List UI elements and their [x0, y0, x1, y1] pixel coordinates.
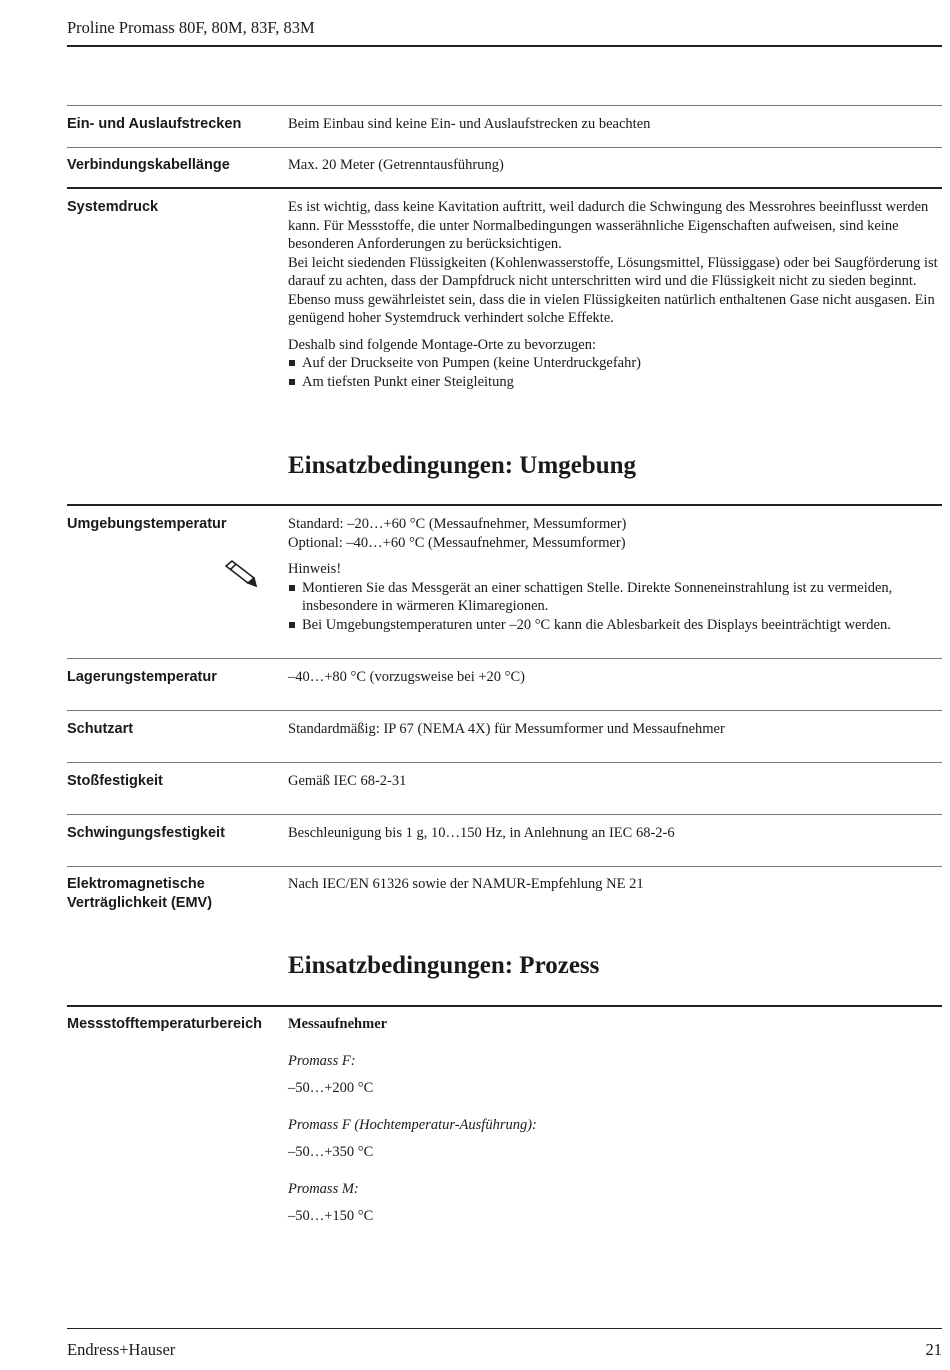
divider	[67, 504, 942, 506]
list-item: Montieren Sie das Messgerät an einer schattigen Stelle. Direkte Sonneneinstrahlung ist zu vermeiden, insbesondere in wärmeren Klimaregionen.	[288, 579, 944, 616]
list-item: Bei Umgebungstemperaturen unter –20 °C kann die Ablesbarkeit des Displays beeinträchtigt werden.	[288, 616, 944, 635]
footer-company: Endress+Hauser	[67, 1340, 176, 1359]
row-value-emv: Nach IEC/EN 61326 sowie der NAMUR-Empfehlung NE 21	[288, 876, 644, 892]
note-title: Hinweis!	[288, 561, 342, 577]
bullet-icon	[289, 585, 295, 591]
temperature-standard: Standard: –20…+60 °C (Messaufnehmer, Messumformer)	[288, 516, 627, 532]
label-line: Verträglichkeit (EMV)	[67, 894, 213, 911]
paragraph: Bei leicht siedenden Flüssigkeiten (Kohlenwasserstoffe, Lösungsmittel, Flüssiggase) oder bei Saugförderung ist darauf zu achten, dass der Dampfdruck nicht unterschritten wird und die Flüssigkeit nicht zu sieden beginnt. Ebenso muss gewährleistet sein, dass die in vielen Flüssigkeiten natürlich enthaltenen Gase nicht ausgasen. Ein genügend hoher Systemdruck verhindert solche Effekte.	[288, 254, 938, 326]
divider	[67, 866, 942, 867]
temperature-range: –50…+150 °C	[288, 1208, 374, 1224]
row-value-einlauf: Beim Einbau sind keine Ein- und Auslaufstrecken zu beachten	[288, 116, 651, 132]
row-value-umgebungstemperatur	[288, 515, 944, 634]
bullet-list	[288, 579, 944, 635]
divider	[67, 814, 942, 815]
label-line: Elektromagnetische	[67, 876, 205, 892]
temperature-optional: Optional: –40…+60 °C (Messaufnehmer, Messumformer)	[288, 534, 626, 551]
paragraph: Deshalb sind folgende Montage-Orte zu bevorzugen:	[288, 336, 597, 353]
divider	[67, 187, 942, 189]
list-item: Am tiefsten Punkt einer Steigleitung	[288, 373, 944, 392]
bullet-icon	[289, 622, 295, 628]
sensor-name: Promass M:	[288, 1180, 359, 1197]
row-label-stoss: Stoßfestigkeit	[67, 773, 163, 789]
row-value-stoss: Gemäß IEC 68-2-31	[288, 773, 407, 789]
pencil-icon	[222, 558, 258, 588]
temperature-range: –50…+350 °C	[288, 1144, 374, 1160]
sensor-name: Promass F:	[288, 1052, 356, 1069]
row-value-lagerung: –40…+80 °C (vorzugsweise bei +20 °C)	[288, 669, 525, 685]
row-label-einlauf: Ein- und Auslaufstrecken	[67, 116, 242, 132]
row-label-schwingung: Schwingungsfestigkeit	[67, 825, 225, 841]
row-value-schwingung: Beschleunigung bis 1 g, 10…150 Hz, in Anlehnung an IEC 68-2-6	[288, 825, 675, 841]
divider	[67, 105, 942, 106]
divider	[67, 762, 942, 763]
row-label-umgebungstemperatur: Umgebungstemperatur	[67, 516, 227, 532]
divider	[67, 147, 942, 148]
sensor-name: Promass F (Hochtemperatur-Ausführung):	[288, 1116, 537, 1133]
divider	[67, 710, 942, 711]
footer-rule	[67, 1328, 942, 1329]
list-item: Auf der Druckseite von Pumpen (keine Unterdruckgefahr)	[288, 354, 944, 373]
row-value-kabel: Max. 20 Meter (Getrenntausführung)	[288, 157, 504, 173]
row-value-systemdruck	[288, 198, 944, 391]
row-value-messstoff	[288, 1015, 944, 1226]
divider	[67, 1005, 942, 1007]
row-label-emv	[67, 875, 277, 912]
row-label-lagerung: Lagerungstemperatur	[67, 669, 217, 685]
temperature-range: –50…+200 °C	[288, 1080, 374, 1096]
row-label-kabel: Verbindungskabellänge	[67, 157, 230, 173]
bullet-icon	[289, 379, 295, 385]
page-number: 21	[925, 1340, 942, 1359]
bullet-icon	[289, 360, 295, 366]
section-heading-prozess: Einsatzbedingungen: Prozess	[288, 952, 600, 979]
row-label-systemdruck: Systemdruck	[67, 199, 159, 215]
row-label-messstoff: Messstofftemperaturbereich	[67, 1016, 262, 1032]
paragraph: Es ist wichtig, dass keine Kavitation auftritt, weil dadurch die Schwingung des Messrohres beeinflusst werden kann. Für Messstoffe, die unter Normalbedingungen wasserähnliche Eigenschaften aufweisen, sind keine besonderen Anforderungen zu berücksichtigen.	[288, 199, 929, 252]
page-header-title: Proline Promass 80F, 80M, 83F, 83M	[67, 18, 315, 37]
row-value-schutzart: Standardmäßig: IP 67 (NEMA 4X) für Messumformer und Messaufnehmer	[288, 721, 725, 737]
section-heading-umgebung: Einsatzbedingungen: Umgebung	[288, 452, 636, 479]
header-rule	[67, 45, 942, 47]
bullet-list	[288, 354, 944, 391]
divider	[67, 658, 942, 659]
subheading: Messaufnehmer	[288, 1016, 388, 1032]
row-label-schutzart: Schutzart	[67, 721, 134, 737]
